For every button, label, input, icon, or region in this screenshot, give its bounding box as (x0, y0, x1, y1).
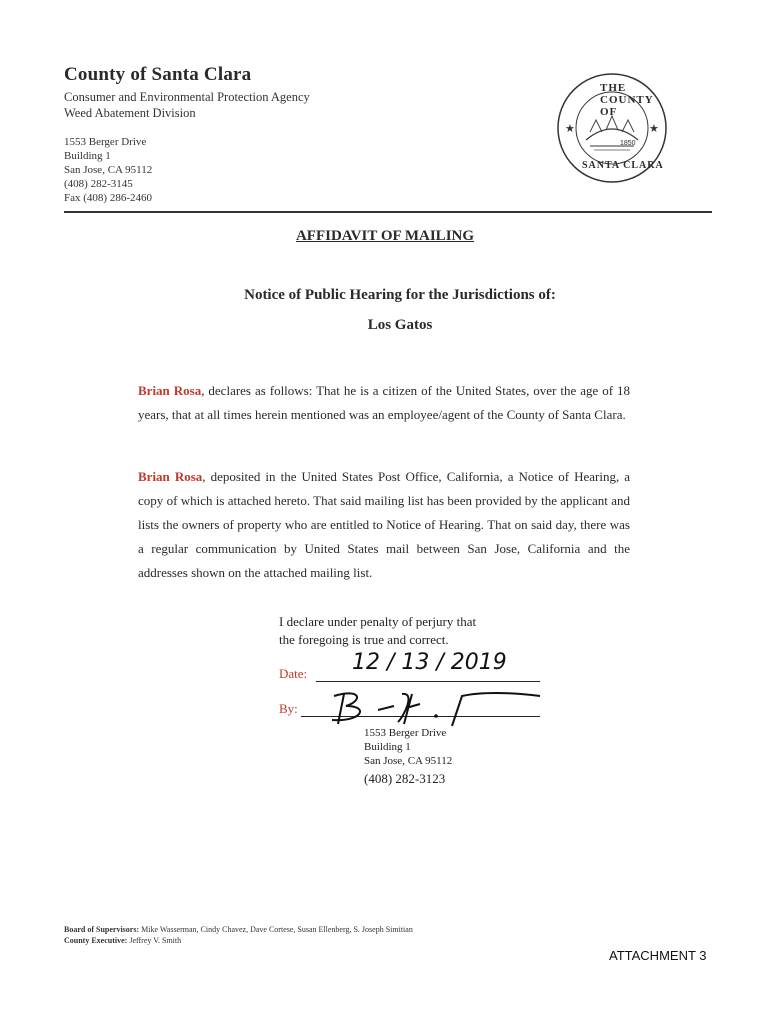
depositor-name: Brian Rosa (138, 469, 203, 484)
document-title-text: AFFIDAVIT OF MAILING (295, 228, 475, 244)
letterhead-phone: (408) 282-3145 (64, 178, 133, 190)
perjury-statement-line-1: I declare under penalty of perjury that (279, 614, 477, 629)
attachment-label: ATTACHMENT 3 (609, 948, 707, 963)
letterhead-address-line: 1553 Berger Drive (64, 136, 147, 148)
handwritten-date: 12 / 13 / 2019 (352, 650, 507, 675)
signer-address-line: 1553 Berger Drive (364, 727, 447, 739)
signature (320, 684, 550, 728)
notice-heading: Notice of Public Hearing for the Jurisdictions of: (244, 287, 556, 303)
letterhead-address-line: Building 1 (64, 150, 111, 162)
county-executive (64, 936, 181, 946)
signer-address-line: Building 1 (364, 741, 411, 753)
signer-phone: (408) 282-3123 (364, 771, 446, 786)
svg-text:★: ★ (565, 123, 575, 135)
agency-name: Consumer and Environmental Protection Agency (64, 90, 310, 104)
jurisdiction-name: Los Gatos (367, 317, 433, 333)
org-name: County of Santa Clara (64, 64, 252, 85)
paragraph-1-text: , declares as follows: That he is a citizen of the United States, over the age of 18 years, that at all times herein mentioned was an employee/agent of the County of Santa Clara. (138, 383, 630, 422)
seal-bottom-text: SANTA CLARA (582, 160, 664, 171)
declaration-paragraph-1 (138, 379, 630, 427)
document-title (0, 227, 770, 245)
seal-top-text: THE COUNTY OF (600, 82, 654, 118)
declaration-paragraph-2 (138, 465, 630, 585)
paragraph-2-text: , deposited in the United States Post Office, California, a Notice of Hearing, a copy of which is attached hereto. That said mailing list has been provided by the applicant and lists the owners of property who are entitled to Notice of Hearing. That on said day, there was a regular communication by United States mail between San Jose, California and the addresses shown on the attached mailing list. (138, 469, 630, 580)
by-label: By: (279, 701, 298, 716)
letterhead-fax: Fax (408) 286-2460 (64, 192, 152, 204)
letterhead-address-line: San Jose, CA 95112 (64, 164, 153, 176)
board-label: Board of Supervisors: (64, 925, 140, 934)
declarant-name: Brian Rosa (138, 383, 202, 398)
board-of-supervisors (64, 925, 413, 935)
date-label: Date: (279, 666, 308, 681)
svg-text:★: ★ (649, 123, 659, 135)
board-members: Mike Wasserman, Cindy Chavez, Dave Cortese, Susan Ellenberg, S. Joseph Simitian (141, 925, 413, 934)
date-line (316, 681, 540, 682)
exec-name: Jeffrey V. Smith (129, 936, 182, 945)
perjury-statement-line-2: the foregoing is true and correct. (279, 632, 449, 647)
county-seal (556, 72, 668, 184)
header-divider (64, 211, 712, 213)
signer-address-line: San Jose, CA 95112 (364, 755, 453, 767)
exec-label: County Executive: (64, 936, 128, 945)
seal-year: 1850 (620, 140, 636, 147)
division-name: Weed Abatement Division (64, 106, 196, 120)
